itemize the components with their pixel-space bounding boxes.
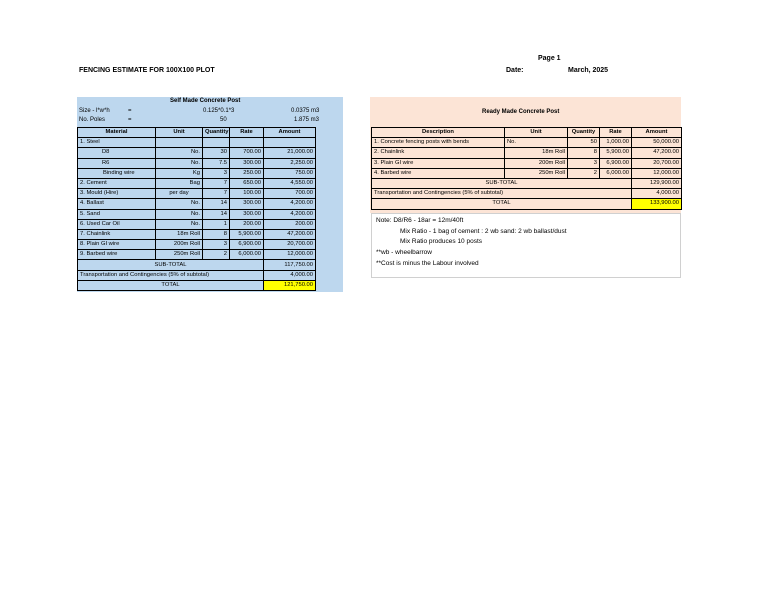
size-label: Size - l*w*h [79, 108, 110, 114]
table-row [78, 138, 316, 148]
transport-label: Transportation and Contingencies (5% of subtotal) [372, 189, 632, 199]
unit-cell: 250m Roll [156, 250, 203, 260]
table-row [78, 148, 316, 158]
material-cell: D8 [78, 148, 156, 158]
amount-cell: 50,000.00 [632, 138, 682, 148]
amount-cell: 20,700.00 [632, 158, 682, 168]
quantity-cell: 8 [568, 148, 600, 158]
ready-made-table [371, 127, 682, 210]
size-value: 0.0375 m3 [291, 108, 320, 114]
quantity-cell [203, 138, 230, 148]
rate-cell: 300.00 [230, 199, 264, 209]
material-cell: 1. Steel [78, 138, 156, 148]
table-row [372, 168, 682, 178]
unit-cell: Kg [156, 168, 203, 178]
amount-cell: 200.00 [264, 219, 316, 229]
column-header-description: Description [372, 128, 505, 138]
material-cell: 8. Plain GI wire [78, 240, 156, 250]
note-wb-definition: **wb - wheelbarrow [376, 249, 432, 256]
table-row [78, 168, 316, 178]
amount-cell: 21,000.00 [264, 148, 316, 158]
quantity-cell: 14 [203, 199, 230, 209]
column-header-unit: Unit [505, 128, 568, 138]
amount-cell: 12,000.00 [264, 250, 316, 260]
table-row [78, 189, 316, 199]
total-value: 121,750.00 [264, 280, 316, 290]
description-cell: 1. Concrete fencing posts with bends [372, 138, 505, 148]
amount-cell: 12,000.00 [632, 168, 682, 178]
subtotal-value: 117,750.00 [264, 260, 316, 270]
ready-made-title: Ready Made Concrete Post [482, 109, 560, 115]
unit-cell: No. [156, 158, 203, 168]
poles-volume: 1.875 m3 [294, 117, 320, 123]
material-cell: 4. Ballast [78, 199, 156, 209]
date-value: March, 2025 [568, 67, 609, 74]
unit-cell: 200m Roll [156, 240, 203, 250]
table-row [78, 240, 316, 250]
subtotal-label: SUB-TOTAL [372, 178, 632, 188]
column-header-unit: Unit [156, 128, 203, 138]
quantity-cell: 2 [568, 168, 600, 178]
total-label: TOTAL [372, 199, 632, 209]
table-row [78, 250, 316, 260]
amount-cell: 4,200.00 [264, 199, 316, 209]
quantity-cell: 3 [203, 168, 230, 178]
total-row [78, 280, 316, 290]
amount-cell: 2,250.00 [264, 158, 316, 168]
sheet-title: FENCING ESTIMATE FOR 100X100 PLOT [79, 67, 215, 74]
unit-cell: No. [156, 219, 203, 229]
rate-cell: 6,900.00 [230, 240, 264, 250]
column-header-rate: Rate [600, 128, 632, 138]
quantity-cell: 14 [203, 209, 230, 219]
quantity-cell: 8 [203, 229, 230, 239]
amount-cell: 4,200.00 [264, 209, 316, 219]
material-cell: 2. Cement [78, 178, 156, 188]
table-header-row [78, 128, 316, 138]
rate-cell: 6,900.00 [600, 158, 632, 168]
quantity-cell: 2 [203, 250, 230, 260]
total-label: TOTAL [78, 280, 264, 290]
description-cell: 4. Barbed wire [372, 168, 505, 178]
size-equals: = [128, 108, 132, 114]
self-made-table [77, 127, 316, 291]
unit-cell: No. [505, 138, 568, 148]
total-value: 133,900.00 [632, 199, 682, 209]
amount-cell: 700.00 [264, 189, 316, 199]
total-row [372, 199, 682, 209]
rate-cell: 250.00 [230, 168, 264, 178]
material-cell: R6 [78, 158, 156, 168]
column-header-amount: Amount [264, 128, 316, 138]
rate-cell: 700.00 [230, 148, 264, 158]
material-cell: Binding wire [78, 168, 156, 178]
quantity-cell: 7.5 [203, 158, 230, 168]
note-bar-conversion: Note: D8/R6 - 18ar = 12m/40ft [376, 217, 464, 224]
material-cell: 7. Chainlink [78, 229, 156, 239]
quantity-cell: 1 [203, 219, 230, 229]
amount-cell: 20,700.00 [264, 240, 316, 250]
unit-cell: No. [156, 209, 203, 219]
quantity-cell: 7 [203, 178, 230, 188]
poles-count: 50 [220, 117, 227, 123]
rate-cell: 300.00 [230, 158, 264, 168]
subtotal-row [78, 260, 316, 270]
quantity-cell: 3 [203, 240, 230, 250]
note-mix-yield: Mix Ratio produces 10 posts [400, 238, 483, 245]
self-made-title: Self Made Concrete Post [170, 98, 241, 104]
material-cell: 6. Used Car Oil [78, 219, 156, 229]
column-header-material: Material [78, 128, 156, 138]
amount-cell: 750.00 [264, 168, 316, 178]
rate-cell: 100.00 [230, 189, 264, 199]
note-labour-excluded: **Cost is minus the Labour involved [376, 260, 479, 267]
size-formula: 0.125*0.1*3 [203, 108, 235, 114]
transport-row [78, 270, 316, 280]
unit-cell: 200m Roll [505, 158, 568, 168]
column-header-rate: Rate [230, 128, 264, 138]
page-number: Page 1 [538, 55, 561, 62]
unit-cell: per day [156, 189, 203, 199]
unit-cell: No. [156, 199, 203, 209]
rate-cell: 6,000.00 [600, 168, 632, 178]
quantity-cell: 50 [568, 138, 600, 148]
unit-cell: Bag [156, 178, 203, 188]
amount-cell: 47,200.00 [632, 148, 682, 158]
table-row [372, 148, 682, 158]
quantity-cell: 7 [203, 189, 230, 199]
table-row [78, 158, 316, 168]
table-row [78, 219, 316, 229]
unit-cell: 250m Roll [505, 168, 568, 178]
table-row [372, 158, 682, 168]
quantity-cell: 30 [203, 148, 230, 158]
rate-cell: 300.00 [230, 209, 264, 219]
subtotal-label: SUB-TOTAL [78, 260, 264, 270]
unit-cell: 18m Roll [156, 229, 203, 239]
transport-value: 4,000.00 [264, 270, 316, 280]
material-cell: 9. Barbed wire [78, 250, 156, 260]
quantity-cell: 3 [568, 158, 600, 168]
rate-cell: 5,900.00 [600, 148, 632, 158]
transport-value: 4,000.00 [632, 189, 682, 199]
rate-cell: 650.00 [230, 178, 264, 188]
column-header-amount: Amount [632, 128, 682, 138]
rate-cell: 200.00 [230, 219, 264, 229]
transport-label: Transportation and Contingencies (5% of subtotal) [78, 270, 264, 280]
description-cell: 2. Chainlink [372, 148, 505, 158]
unit-cell: No. [156, 148, 203, 158]
table-row [78, 199, 316, 209]
rate-cell: 5,900.00 [230, 229, 264, 239]
subtotal-row [372, 178, 682, 188]
poles-equals: = [128, 117, 132, 123]
rate-cell: 1,000.00 [600, 138, 632, 148]
unit-cell [156, 138, 203, 148]
rate-cell: 6,000.00 [230, 250, 264, 260]
subtotal-value: 129,900.00 [632, 178, 682, 188]
date-label: Date: [506, 67, 524, 74]
material-cell: 3. Mould (Hire) [78, 189, 156, 199]
note-mix-ratio: Mix Ratio - 1 bag of cement : 2 wb sand: 2 wb ballast/dust [400, 228, 567, 235]
amount-cell: 47,200.00 [264, 229, 316, 239]
table-row [78, 209, 316, 219]
column-header-quantity: Quantity [568, 128, 600, 138]
rate-cell [230, 138, 264, 148]
table-row [78, 229, 316, 239]
unit-cell: 18m Roll [505, 148, 568, 158]
amount-cell: 4,550.00 [264, 178, 316, 188]
poles-label: No. Poles [79, 117, 106, 123]
material-cell: 5. Sand [78, 209, 156, 219]
table-row [78, 178, 316, 188]
transport-row [372, 189, 682, 199]
amount-cell [264, 138, 316, 148]
table-row [372, 138, 682, 148]
description-cell: 3. Plain GI wire [372, 158, 505, 168]
table-header-row [372, 128, 682, 138]
column-header-quantity: Quantity [203, 128, 230, 138]
